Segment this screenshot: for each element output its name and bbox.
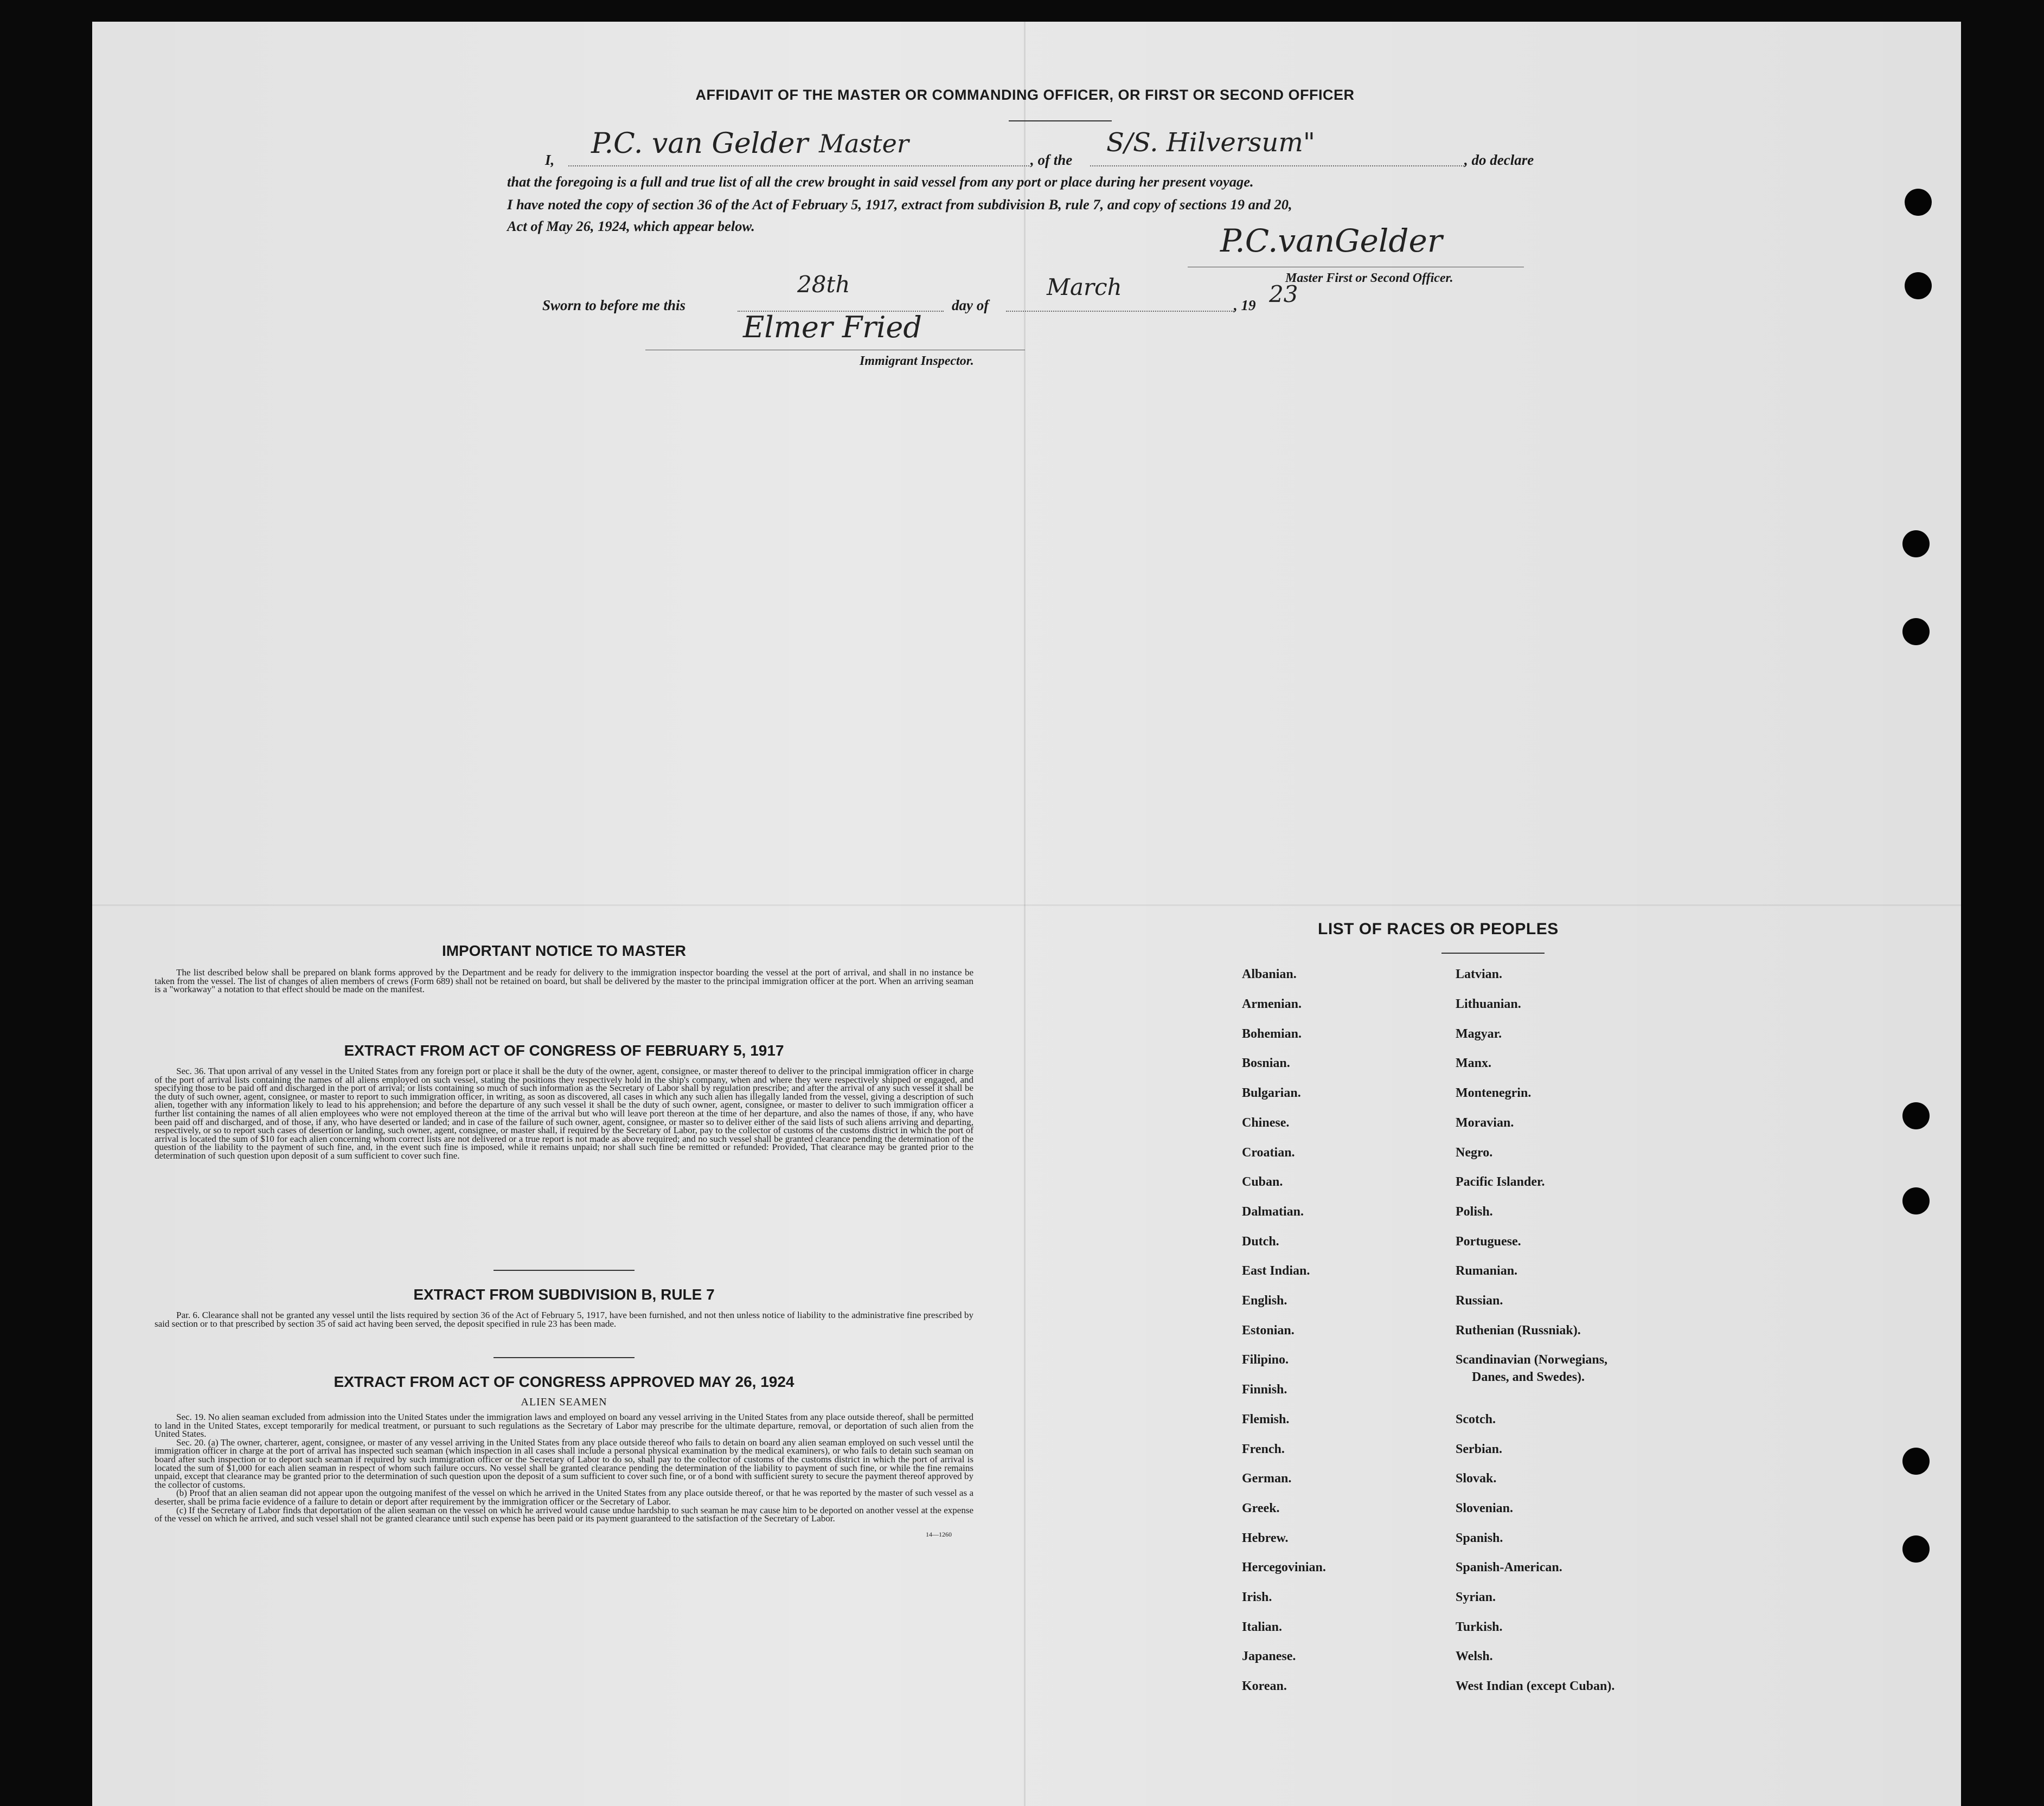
race-item: Japanese. — [1242, 1649, 1296, 1663]
extract-rule7-title: EXTRACT FROM SUBDIVISION B, RULE 7 — [413, 1286, 715, 1303]
vessel-name-handwritten: S/S. Hilversum" — [1106, 127, 1315, 158]
punch-hole — [1902, 1187, 1930, 1214]
punch-hole — [1905, 272, 1932, 299]
notice-section — [155, 942, 973, 994]
affidavit-title: AFFIDAVIT OF THE MASTER OR COMMANDING OFFICER, OR FIRST OR SECOND OFFICER — [695, 87, 1355, 103]
form-number: 14—1260 — [926, 1530, 952, 1538]
race-item: Bosnian. — [1242, 1056, 1290, 1070]
race-item: Korean. — [1242, 1679, 1287, 1693]
race-item: Welsh. — [1456, 1649, 1493, 1663]
punch-hole — [1902, 618, 1930, 645]
punch-hole — [1902, 1448, 1930, 1475]
extract-1917-title: EXTRACT FROM ACT OF CONGRESS OF FEBRUARY 5, 1917 — [344, 1042, 784, 1059]
race-item: Greek. — [1242, 1501, 1280, 1515]
notice-title: IMPORTANT NOTICE TO MASTER — [441, 942, 687, 959]
race-item: Irish. — [1242, 1590, 1272, 1604]
race-item: Slovak. — [1456, 1471, 1497, 1486]
inspector-signature: Elmer Fried — [743, 310, 922, 344]
race-item: Rumanian. — [1456, 1264, 1518, 1278]
race-item: French. — [1242, 1442, 1285, 1456]
divider — [1009, 120, 1112, 121]
race-item: Bohemian. — [1242, 1027, 1302, 1041]
extract-1924-sec20b: (b) Proof that an alien seaman did not appear upon the outgoing manifest of the vessel on which he arrived in the United States from any place outside thereof, or that he was reported by the master of such vessel as a deserter, shall be prima facie evidence of a failure to detain or deport after requirement by the immigration officer or the Secretary of Labor. — [155, 1488, 973, 1507]
race-item: Dalmatian. — [1242, 1205, 1304, 1219]
race-item: Hercegovinian. — [1242, 1560, 1326, 1574]
race-item: Lithuanian. — [1456, 997, 1521, 1011]
race-item: West Indian (except Cuban). — [1456, 1679, 1615, 1693]
extract-1924-title: EXTRACT FROM ACT OF CONGRESS APPROVED MAY 26, 1924 — [334, 1373, 794, 1390]
race-item: Flemish. — [1242, 1412, 1290, 1426]
affidavit-of-the: , of the — [1030, 152, 1073, 168]
extract-1917-section — [155, 1042, 973, 1160]
race-item: Spanish. — [1456, 1531, 1503, 1545]
affidavit-line1-prefix: I, — [545, 152, 555, 168]
race-item: Slovenian. — [1456, 1501, 1514, 1515]
affidavit-line4: Act of May 26, 1924, which appear below. — [507, 218, 755, 234]
race-item: Albanian. — [1242, 967, 1297, 981]
vessel-blank — [1090, 165, 1464, 166]
master-rank-handwritten: Master — [819, 129, 909, 158]
extract-1924-subtitle: ALIEN SEAMEN — [521, 1396, 607, 1408]
race-item: Danes, and Swedes). — [1472, 1370, 1585, 1384]
punch-hole — [1902, 1102, 1930, 1129]
punch-hole — [1902, 530, 1930, 557]
race-item: Croatian. — [1242, 1146, 1295, 1160]
race-item: Scotch. — [1456, 1412, 1496, 1426]
extract-rule7-text: Par. 6. Clearance shall not be granted any vessel until the lists required by section 36 of the Act of February 5, 1917, have been furnished, and not then unless notice of liability to the administrative fine prescribed by said section or to that prescribed by section 35 of said act having been served, the deposit specified in rule 23 has been made. — [155, 1310, 973, 1329]
punch-hole — [1902, 1535, 1930, 1563]
race-item: Scandinavian (Norwegians, — [1456, 1353, 1608, 1367]
race-item: Dutch. — [1242, 1235, 1279, 1249]
race-item: English. — [1242, 1294, 1287, 1308]
race-item: Serbian. — [1456, 1442, 1503, 1456]
race-item: Pacific Islander. — [1456, 1175, 1545, 1189]
race-item: Cuban. — [1242, 1175, 1283, 1189]
extract-1924-sec19: Sec. 19. No alien seaman excluded from admission into the United States under the immigration laws and employed on board any vessel arriving in the United States from any place outside thereof, shall be permitted to land in the United States, except temporarily for medical treatment, or pursuant to such regulations as the Secretary of Labor may prescribe for the ultimate departure, removal, or deportation of such alien from the United States. — [155, 1412, 973, 1439]
fold-line-horizontal — [92, 904, 1961, 906]
race-item: Portuguese. — [1456, 1235, 1521, 1249]
race-item: Ruthenian (Russniak). — [1456, 1323, 1581, 1338]
race-item: Magyar. — [1456, 1027, 1502, 1041]
race-item: Filipino. — [1242, 1353, 1289, 1367]
race-item: Turkish. — [1456, 1620, 1503, 1634]
extract-1924-sec20a: Sec. 20. (a) The owner, charterer, agent, consignee, or master of any vessel arriving in the United States from any place outside thereof who fails to detain on board any alien seaman employed on such vessel until the immigration officer in charge at the port of arrival has inspected such seaman (which inspection in all cases shall include a personal physical examination by the medical examiners), or who fails to detain such seaman on board after such inspection or to deport such seaman if required by such immigration officer or the Secretary of Labor to do so, shall pay to the collector of customs of the customs district in which the port of arrival is located the sum of $1,000 for each alien seaman in respect of whom such failure occurs. No vessel shall be granted clearance pending the determination of the liability to payment of such fine, or while the fine remains unpaid, except that clearance may be granted prior to the determination of such question upon the deposit of a sum sufficient to cover such fine, or of a bond with sufficient surety to secure the payment thereof approved by the collector of customs. — [155, 1437, 973, 1490]
affidavit-do-declare: , do declare — [1464, 152, 1534, 168]
divider — [494, 1270, 635, 1271]
races-title: LIST OF RACES OR PEOPLES — [1318, 920, 1559, 938]
extract-rule7-section — [155, 1286, 973, 1328]
race-item: Italian. — [1242, 1620, 1283, 1634]
race-item: Syrian. — [1456, 1590, 1496, 1604]
race-item: Bulgarian. — [1242, 1086, 1301, 1100]
extract-1917-text: Sec. 36. That upon arrival of any vessel in the United States from any foreign port or place it shall be the duty of the owner, agent, consignee, or master thereof to deliver to the principal immigration officer in charge of the port of arrival lists containing the names of all aliens employed on such vessel, stating the positions they respectively hold in the ship's company, when and where they were respectively shipped or engaged, and specifying those to be paid off and discharged in the port of arrival; or lists containing so much of such information as the Secretary of Labor shall by regulation prescribe; and after the arrival of any such vessel it shall be the duty of such owner, agent, consignee, or master to report to such immigration officer, in writing, as soon as discovered, all cases in which any such alien has illegally landed from the vessel, giving a description of such alien, together with any information likely to lead to his apprehension; and before the departure of any such vessel it shall be the duty of such owner, agent, consignee, or master to deliver to such immigration officer a further list containing the names of all alien employees who were not employed thereon at the time of the arrival but who will leave port thereon at the time of her departure, and also the names of those, if any, who have been paid off and discharged, and of those, if any, who have deserted or landed; and in case of the failure of such owner, agent, consignee, or master so to deliver either of the said lists of such aliens arriving and departing, respectively, or so to report such cases of desertion or landing, such owner, agent, consignee, or master shall, if required by the Secretary of Labor, pay to the collector of customs of the customs district in which the port of arrival is located the sum of $10 for each alien concerning whom correct lists are not delivered or a true report is not made as above required; and no such vessel shall be granted clearance pending the determination of the question of the liability to the payment of such fine, and, in the event such fine is imposed, while it remains unpaid; nor shall such fine be remitted or refunded: Provided, That clearance may be granted prior to the determination of such question upon deposit of a sum sufficient to cover such fine. — [155, 1066, 973, 1161]
race-item: Chinese. — [1242, 1116, 1290, 1130]
sworn-day-handwritten: 28th — [797, 271, 850, 298]
sworn-prefix: Sworn to before me this — [542, 297, 686, 313]
race-item: Negro. — [1456, 1146, 1493, 1160]
affidavit-line2: that the foregoing is a full and true list of all the crew brought in said vessel from any port or place during her present voyage. — [507, 173, 1254, 190]
race-item: Hebrew. — [1242, 1531, 1289, 1545]
divider — [494, 1357, 635, 1358]
race-item: East Indian. — [1242, 1264, 1310, 1278]
punch-hole — [1905, 189, 1932, 216]
extract-1924-section — [155, 1373, 973, 1539]
sworn-year-handwritten: 23 — [1269, 281, 1298, 307]
day-of-label: day of — [952, 297, 989, 313]
month-blank — [1006, 311, 1234, 312]
extract-1924-sec20c: (c) If the Secretary of Labor finds that deportation of the alien seaman on the vessel on which he arrived would cause undue hardship to such seaman he may cause him to be deported on another vessel at the expense of the vessel on which he arrived, and such vessel shall not be granted clearance until such expense has been paid or its payment guaranteed to the satisfaction of the Secretary of Labor. — [155, 1505, 973, 1524]
race-item: Russian. — [1456, 1294, 1503, 1308]
race-item: Estonian. — [1242, 1323, 1295, 1338]
race-item: Spanish-American. — [1456, 1560, 1562, 1574]
master-name-handwritten: P.C. van Gelder — [591, 127, 809, 160]
notice-text: The list described below shall be prepared on blank forms approved by the Department and be ready for delivery to the immigration inspector boarding the vessel at the port of arrival, and shall in no instance be taken from the vessel. The list of changes of alien members of crews (Form 689) shall not be retained on board, but shall be delivered by the master to the principal immigration officer at the port. When an arriving seaman is a "workaway" a notation to that effect should be made on the manifest. — [155, 967, 973, 995]
affidavit-line3: I have noted the copy of section 36 of the Act of February 5, 1917, extract from subdivision B, rule 7, and copy of sections 19 and 20, — [507, 196, 1292, 213]
fold-line-vertical — [1024, 22, 1026, 1806]
divider — [1441, 953, 1545, 954]
race-item: Manx. — [1456, 1056, 1491, 1070]
race-item: German. — [1242, 1471, 1292, 1486]
master-signature: P.C.vanGelder — [1220, 222, 1443, 259]
race-item: Moravian. — [1456, 1116, 1514, 1130]
race-item: Finnish. — [1242, 1383, 1287, 1397]
inspector-caption: Immigrant Inspector. — [860, 354, 974, 368]
race-item: Polish. — [1456, 1205, 1493, 1219]
race-item: Montenegrin. — [1456, 1086, 1532, 1100]
sworn-month-handwritten: March — [1047, 274, 1122, 300]
race-item: Armenian. — [1242, 997, 1302, 1011]
year-prefix: , 19 — [1234, 297, 1256, 313]
race-item: Latvian. — [1456, 967, 1503, 981]
name-blank — [568, 165, 1029, 166]
signer-caption: Master First or Second Officer. — [1285, 271, 1453, 285]
